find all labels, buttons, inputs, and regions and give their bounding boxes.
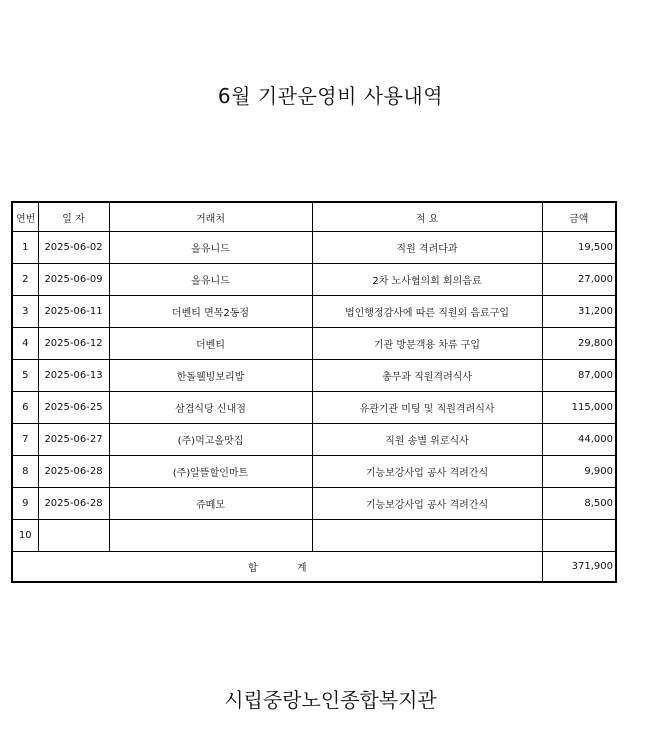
- cell-description: 법인행정감사에 따른 직원외 음료구입: [312, 296, 542, 328]
- total-row: [12, 552, 616, 583]
- expense-table: [11, 201, 617, 583]
- cell-no: 5: [12, 360, 38, 392]
- cell-no: 3: [12, 296, 38, 328]
- cell-description: 유관기관 미팅 및 직원격려식사: [312, 392, 542, 424]
- cell-amount: 31,200: [542, 296, 616, 328]
- cell-date: 2025-06-25: [38, 392, 109, 424]
- cell-date: 2025-06-09: [38, 264, 109, 296]
- cell-amount: 8,500: [542, 488, 616, 520]
- cell-amount: 27,000: [542, 264, 616, 296]
- cell-amount: 87,000: [542, 360, 616, 392]
- cell-amount: [542, 520, 616, 552]
- cell-description: 총무과 직원격려식사: [312, 360, 542, 392]
- cell-vendor: 한돌웰빙보리밥: [109, 360, 312, 392]
- cell-amount: 29,800: [542, 328, 616, 360]
- cell-vendor: 삼겹식당 신내점: [109, 392, 312, 424]
- cell-date: 2025-06-11: [38, 296, 109, 328]
- cell-description: 2차 노사협의회 회의음료: [312, 264, 542, 296]
- cell-no: 10: [12, 520, 38, 552]
- cell-date: 2025-06-27: [38, 424, 109, 456]
- table-row: [12, 424, 616, 456]
- cell-vendor: 쥬떼모: [109, 488, 312, 520]
- cell-no: 2: [12, 264, 38, 296]
- cell-no: 6: [12, 392, 38, 424]
- table-row: [12, 488, 616, 520]
- cell-amount: 44,000: [542, 424, 616, 456]
- table-row: [12, 360, 616, 392]
- cell-no: 1: [12, 232, 38, 264]
- cell-date: 2025-06-13: [38, 360, 109, 392]
- cell-amount: 115,000: [542, 392, 616, 424]
- header-no: 연번: [12, 202, 38, 232]
- cell-no: 9: [12, 488, 38, 520]
- table-row: [12, 232, 616, 264]
- cell-date: 2025-06-28: [38, 456, 109, 488]
- cell-vendor: (주)먹고올맛집: [109, 424, 312, 456]
- header-date: 일 자: [38, 202, 109, 232]
- document-title: 6월 기관운영비 사용내역: [217, 84, 444, 108]
- table-row: [12, 328, 616, 360]
- cell-description: 기관 방문객용 차류 구입: [312, 328, 542, 360]
- cell-vendor: 더벤티: [109, 328, 312, 360]
- cell-vendor: [109, 520, 312, 552]
- table-row: [12, 392, 616, 424]
- cell-no: 7: [12, 424, 38, 456]
- cell-description: 직원 격려다과: [312, 232, 542, 264]
- cell-date: 2025-06-02: [38, 232, 109, 264]
- cell-date: [38, 520, 109, 552]
- cell-date: 2025-06-12: [38, 328, 109, 360]
- table-header-row: [12, 202, 616, 232]
- cell-amount: 9,900: [542, 456, 616, 488]
- cell-date: 2025-06-28: [38, 488, 109, 520]
- cell-vendor: 더벤티 면목2동점: [109, 296, 312, 328]
- cell-vendor: (주)알뜰할인마트: [109, 456, 312, 488]
- organization-name: 시립중랑노인종합복지관: [224, 688, 437, 712]
- cell-amount: 19,500: [542, 232, 616, 264]
- cell-description: 기능보강사업 공사 격려간식: [312, 456, 542, 488]
- table-row: [12, 520, 616, 552]
- cell-description: [312, 520, 542, 552]
- header-amount: 금액: [542, 202, 616, 232]
- table-row: [12, 264, 616, 296]
- cell-no: 4: [12, 328, 38, 360]
- total-label: 합 계: [12, 552, 542, 583]
- total-amount: 371,900: [542, 552, 616, 583]
- cell-no: 8: [12, 456, 38, 488]
- header-vendor: 거래처: [109, 202, 312, 232]
- header-description: 적 요: [312, 202, 542, 232]
- cell-description: 기능보강사업 공사 격려간식: [312, 488, 542, 520]
- table-row: [12, 456, 616, 488]
- table-row: [12, 296, 616, 328]
- cell-description: 직원 송별 위로식사: [312, 424, 542, 456]
- cell-vendor: 올유니드: [109, 232, 312, 264]
- cell-vendor: 올유니드: [109, 264, 312, 296]
